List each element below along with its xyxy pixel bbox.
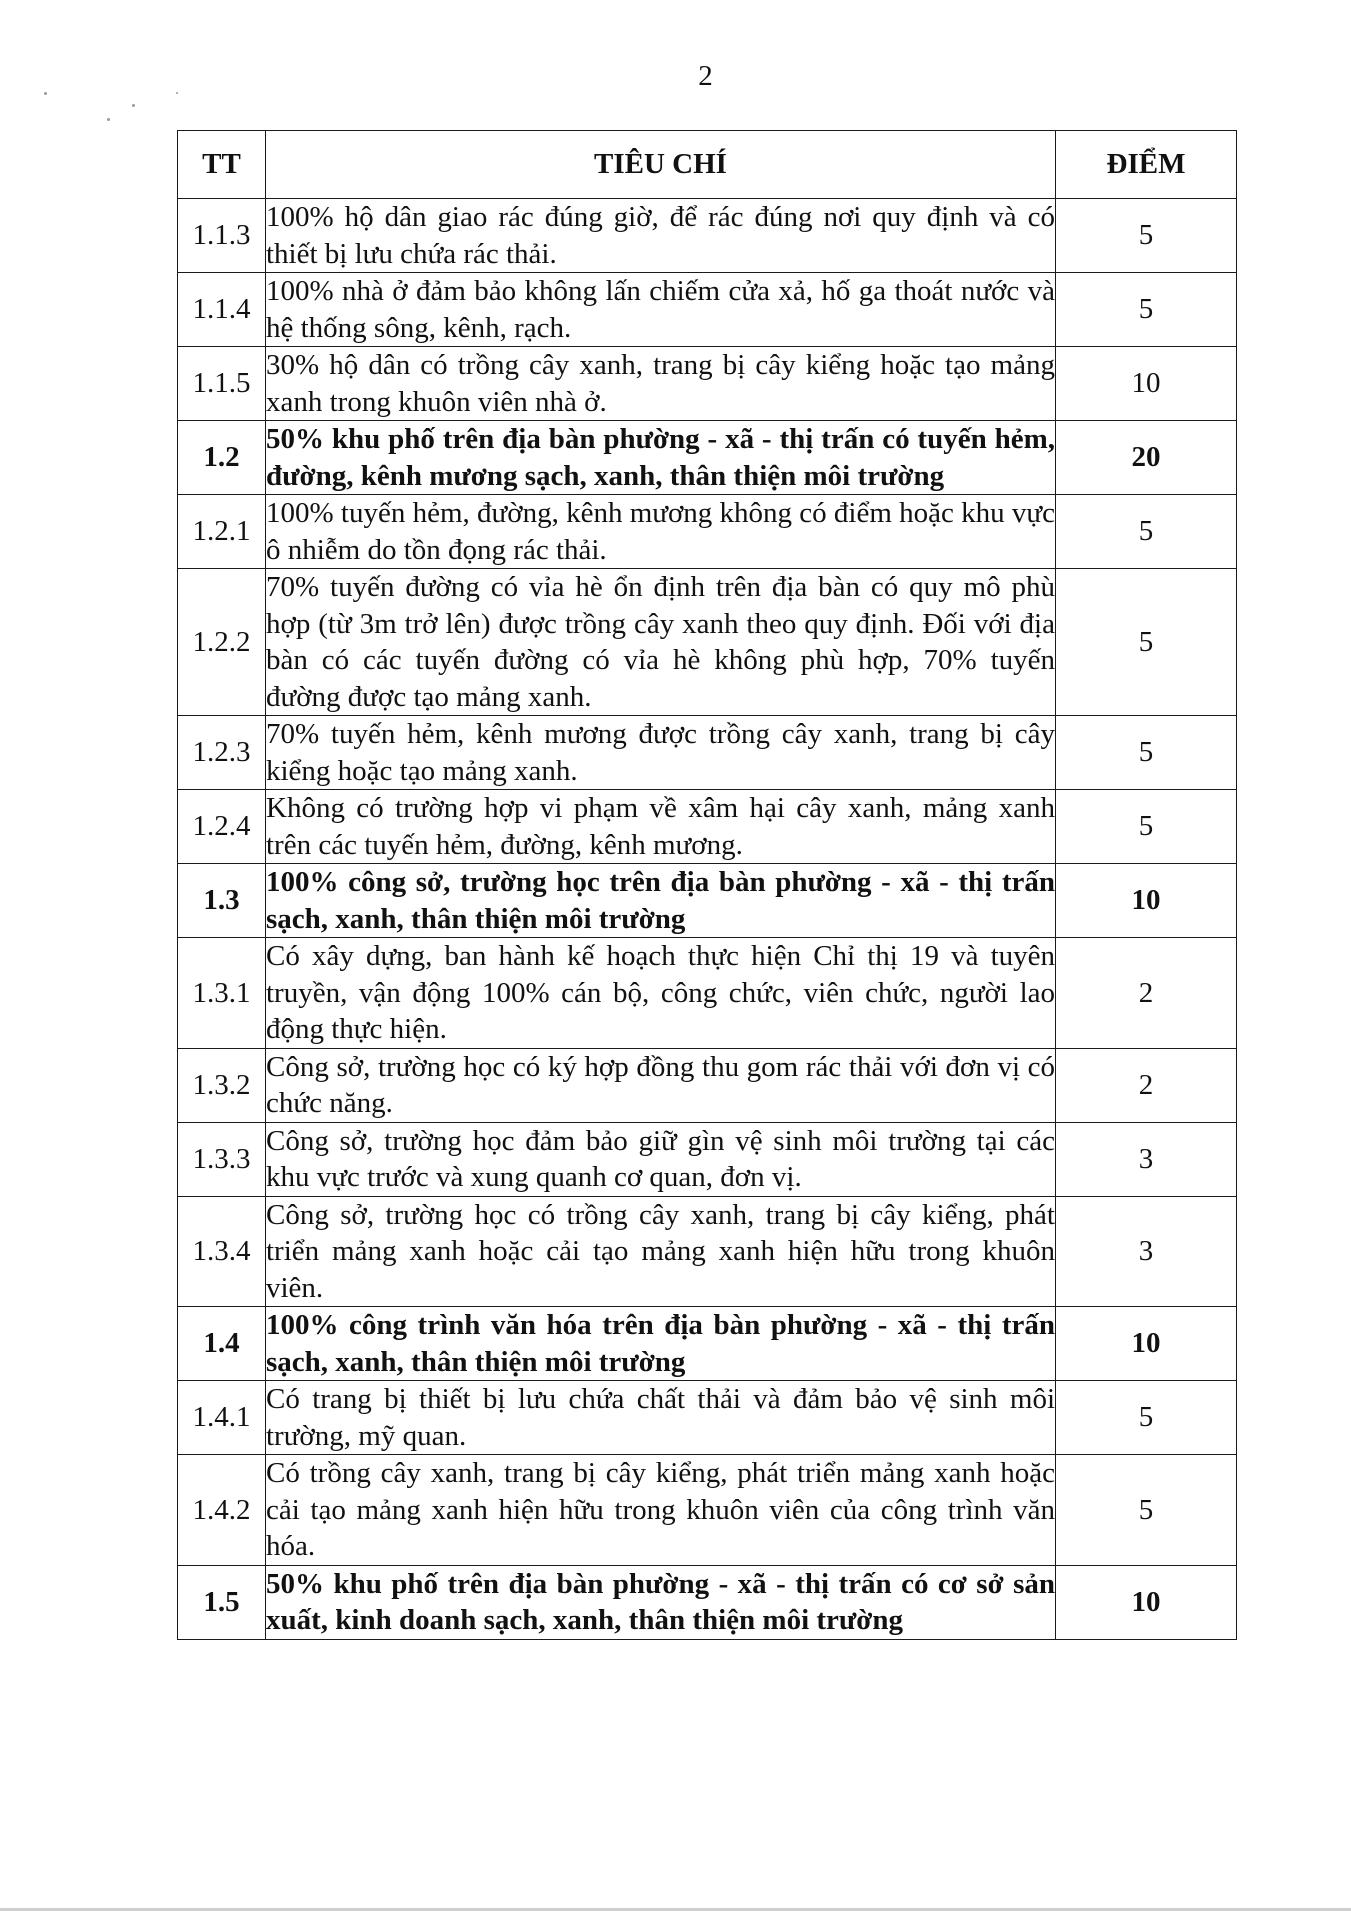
scan-edge-line [0, 1908, 1351, 1911]
row-score: 5 [1056, 569, 1237, 716]
row-score: 3 [1056, 1122, 1237, 1196]
table-row [178, 1122, 1237, 1196]
row-number: 1.4.1 [178, 1381, 266, 1455]
row-score: 5 [1056, 199, 1237, 273]
row-criteria: Công sở, trường học có trồng cây xanh, trang bị cây kiểng, phát triển mảng xanh hoặc cải tạo mảng xanh hiện hữu trong khuôn viên. [266, 1196, 1056, 1307]
row-criteria: 30% hộ dân có trồng cây xanh, trang bị cây kiểng hoặc tạo mảng xanh trong khuôn viên nhà ở. [266, 347, 1056, 421]
row-criteria: 100% tuyến hẻm, đường, kênh mương không có điểm hoặc khu vực ô nhiễm do tồn đọng rác thải. [266, 495, 1056, 569]
row-criteria: Có xây dựng, ban hành kế hoạch thực hiện Chỉ thị 19 và tuyên truyền, vận động 100% cán bộ, công chức, viên chức, người lao động thực hiện. [266, 938, 1056, 1049]
row-score: 5 [1056, 790, 1237, 864]
row-number: 1.4.2 [178, 1455, 266, 1566]
row-criteria: Có trồng cây xanh, trang bị cây kiểng, phát triển mảng xanh hoặc cải tạo mảng xanh hiện hữu trong khuôn viên của công trình văn hóa. [266, 1455, 1056, 1566]
table-row [178, 199, 1237, 273]
row-score: 5 [1056, 273, 1237, 347]
row-number: 1.1.4 [178, 273, 266, 347]
table-row [178, 569, 1237, 716]
row-number: 1.3.1 [178, 938, 266, 1049]
row-score: 2 [1056, 1048, 1237, 1122]
page-number: 2 [698, 60, 713, 92]
table-row [178, 1381, 1237, 1455]
table-row [178, 1048, 1237, 1122]
row-score: 5 [1056, 1455, 1237, 1566]
row-number: 1.3.4 [178, 1196, 266, 1307]
row-criteria: Có trang bị thiết bị lưu chứa chất thải và đảm bảo vệ sinh môi trường, mỹ quan. [266, 1381, 1056, 1455]
row-number: 1.2.2 [178, 569, 266, 716]
group-criteria: 50% khu phố trên địa bàn phường - xã - thị trấn có tuyến hẻm, đường, kênh mương sạch, xanh, thân thiện môi trường [266, 421, 1056, 495]
row-criteria: 70% tuyến hẻm, kênh mương được trồng cây xanh, trang bị cây kiểng hoặc tạo mảng xanh. [266, 716, 1056, 790]
row-criteria: 100% hộ dân giao rác đúng giờ, để rác đúng nơi quy định và có thiết bị lưu chứa rác thải. [266, 199, 1056, 273]
row-number: 1.3.2 [178, 1048, 266, 1122]
row-number: 1.3.3 [178, 1122, 266, 1196]
row-criteria: 100% nhà ở đảm bảo không lấn chiếm cửa xả, hố ga thoát nước và hệ thống sông, kênh, rạch. [266, 273, 1056, 347]
table-row [178, 495, 1237, 569]
group-number: 1.2 [178, 421, 266, 495]
table-row [178, 938, 1237, 1049]
row-score: 10 [1056, 347, 1237, 421]
table-row [178, 347, 1237, 421]
criteria-table [177, 130, 1237, 1640]
group-criteria: 100% công sở, trường học trên địa bàn phường - xã - thị trấn sạch, xanh, thân thiện môi trường [266, 864, 1056, 938]
group-score: 10 [1056, 864, 1237, 938]
row-criteria: Không có trường hợp vi phạm về xâm hại cây xanh, mảng xanh trên các tuyến hẻm, đường, kênh mương. [266, 790, 1056, 864]
header-criteria: TIÊU CHÍ [266, 131, 1056, 199]
table-row-group [178, 1307, 1237, 1381]
row-score: 2 [1056, 938, 1237, 1049]
table-row [178, 273, 1237, 347]
group-score: 10 [1056, 1307, 1237, 1381]
table-row-group [178, 421, 1237, 495]
row-score: 5 [1056, 495, 1237, 569]
row-score: 5 [1056, 716, 1237, 790]
row-number: 1.2.1 [178, 495, 266, 569]
row-number: 1.2.3 [178, 716, 266, 790]
group-score: 20 [1056, 421, 1237, 495]
row-number: 1.1.5 [178, 347, 266, 421]
group-number: 1.5 [178, 1565, 266, 1639]
group-score: 10 [1056, 1565, 1237, 1639]
table-row-group [178, 1565, 1237, 1639]
row-score: 3 [1056, 1196, 1237, 1307]
row-criteria: 70% tuyến đường có vỉa hè ổn định trên địa bàn có quy mô phù hợp (từ 3m trở lên) được trồng cây xanh theo quy định. Đối với địa bàn có các tuyến đường có vỉa hè không phù hợp, 70% tuyến đường được tạo mảng xanh. [266, 569, 1056, 716]
table-row [178, 1455, 1237, 1566]
table-row [178, 790, 1237, 864]
group-number: 1.3 [178, 864, 266, 938]
group-number: 1.4 [178, 1307, 266, 1381]
table-row-group [178, 864, 1237, 938]
header-tt: TT [178, 131, 266, 199]
table-row [178, 716, 1237, 790]
header-score: ĐIỂM [1056, 131, 1237, 199]
row-number: 1.2.4 [178, 790, 266, 864]
row-criteria: Công sở, trường học đảm bảo giữ gìn vệ sinh môi trường tại các khu vực trước và xung quanh cơ quan, đơn vị. [266, 1122, 1056, 1196]
table-header-row [178, 131, 1237, 199]
scan-speck [107, 118, 110, 121]
scan-speck [132, 104, 135, 107]
row-number: 1.1.3 [178, 199, 266, 273]
group-criteria: 50% khu phố trên địa bàn phường - xã - thị trấn có cơ sở sản xuất, kinh doanh sạch, xanh, thân thiện môi trường [266, 1565, 1056, 1639]
group-criteria: 100% công trình văn hóa trên địa bàn phường - xã - thị trấn sạch, xanh, thân thiện môi trường [266, 1307, 1056, 1381]
row-score: 5 [1056, 1381, 1237, 1455]
table-row [178, 1196, 1237, 1307]
row-criteria: Công sở, trường học có ký hợp đồng thu gom rác thải với đơn vị có chức năng. [266, 1048, 1056, 1122]
